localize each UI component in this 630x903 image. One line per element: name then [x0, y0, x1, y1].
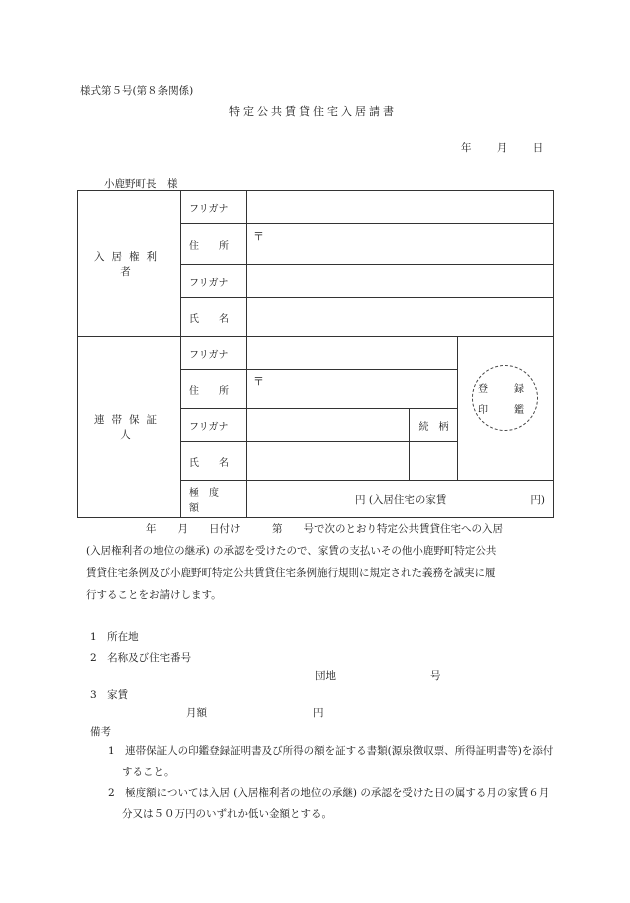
date-month: 月 — [496, 142, 508, 154]
item-name-number: 2 名称及び住宅番号 — [90, 652, 192, 664]
relation-label: 続 柄 — [410, 409, 458, 442]
declaration-line-2: (入居権利者の地位の継承) の承認を受けたので、家賃の支払いその他小鹿野町特定公共 — [86, 545, 497, 557]
yen-label: 円 — [313, 707, 324, 719]
seal-line-1: 登 録 — [478, 384, 532, 395]
guarantor-address-label: 住 所 — [181, 370, 247, 409]
tenant-address-field[interactable] — [247, 224, 554, 265]
guarantor-name-furigana-label: フリガナ — [181, 409, 247, 442]
date-year: 年 — [461, 142, 472, 154]
seal-line-2: 印 鑑 — [478, 405, 532, 416]
limit-amount-field[interactable] — [247, 481, 554, 518]
limit-yen-text: 円 (入居住宅の家賃 — [355, 493, 447, 506]
declaration-line-4: 行することをお請けします。 — [86, 589, 222, 601]
tenant-name-furigana-field[interactable] — [247, 265, 554, 298]
registered-seal-area — [458, 337, 554, 481]
remark-note-1: 1 連帯保証人の印鑑登録証明書及び所得の額を証する書類(源泉徴収票、所得証明書等)を添付すること。 — [108, 745, 554, 778]
tenant-name-furigana-label: フリガナ — [181, 265, 247, 298]
declaration-text — [86, 518, 556, 606]
remarks-heading: 備考 — [90, 726, 111, 738]
document-title: 特定公共賃貸住宅入居請書 — [229, 105, 397, 118]
guarantor-address-field[interactable] — [247, 370, 458, 409]
remark-note-2: 2 極度額については入居 (入居権利者の地位の承継) の承認を受けた日の属する月の家賃６月分又は５０万円のいずれか低い金額とする。 — [108, 787, 550, 820]
tenant-name-field[interactable] — [247, 298, 554, 337]
date-line — [461, 140, 565, 155]
limit-yen-end: 円) — [530, 493, 546, 506]
tenant-name-label: 氏 名 — [181, 298, 247, 337]
declaration-line-1: 年 月 日付け 第 号で次のとおり特定公共賃貸住宅への入居 — [146, 523, 503, 535]
danchi-label: 団地 — [315, 670, 336, 682]
tenant-group-label: 入居権利者 — [78, 191, 181, 337]
guarantor-group-label: 連帯保証人 — [78, 337, 181, 518]
date-day: 日 — [532, 142, 544, 154]
guarantor-name-field[interactable] — [247, 442, 410, 481]
tenant-furigana-field[interactable] — [247, 191, 554, 224]
guarantor-furigana-label: フリガナ — [181, 337, 247, 370]
form-number: 様式第５号(第８条関係) — [80, 85, 194, 97]
registered-seal-circle — [472, 365, 538, 431]
guarantor-postal-mark: 〒 — [253, 375, 264, 388]
item-rent: 3 家賃 — [90, 689, 129, 701]
guarantor-furigana-field[interactable] — [247, 337, 458, 370]
go-label: 号 — [430, 670, 441, 682]
declaration-line-3: 賃貸住宅条例及び小鹿野町特定公共賃貸住宅条例施行規則に規定された義務を誠実に履 — [86, 567, 496, 579]
addressee: 小鹿野町長 様 — [104, 178, 178, 190]
limit-amount-label: 極 度 額 — [181, 481, 247, 518]
tenant-postal-mark: 〒 — [253, 230, 264, 243]
application-form-table — [77, 190, 554, 518]
tenant-furigana-label: フリガナ — [181, 191, 247, 224]
tenant-address-label: 住 所 — [181, 224, 247, 265]
guarantor-name-label: 氏 名 — [181, 442, 247, 481]
relation-field[interactable] — [410, 442, 458, 481]
guarantor-name-furigana-field[interactable] — [247, 409, 410, 442]
item-location: 1 所在地 — [90, 631, 139, 643]
monthly-label: 月額 — [186, 707, 207, 719]
